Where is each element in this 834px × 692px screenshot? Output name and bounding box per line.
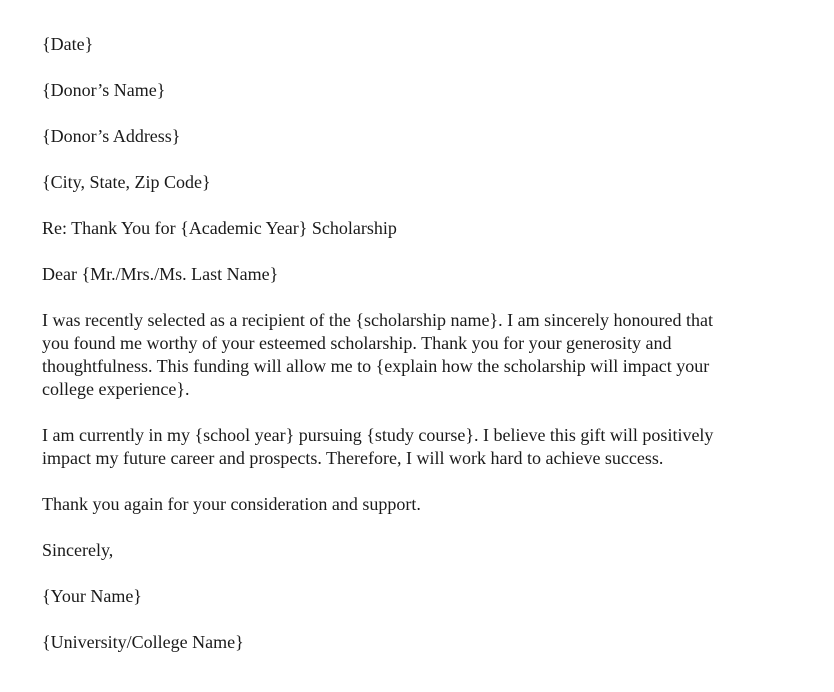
donor-address-line: {Donor’s Address} <box>42 126 181 146</box>
letter-body <box>42 33 802 677</box>
paragraph-two-line: impact my future career and prospects. Therefore, I will work hard to achieve success. <box>42 448 664 468</box>
paragraph-one-line: college experience}. <box>42 379 190 399</box>
paragraph-one-line: thoughtfulness. This funding will allow me to {explain how the scholarship will impact your <box>42 356 710 376</box>
paragraph-two <box>42 424 802 470</box>
paragraph-one <box>42 309 802 401</box>
salutation-line: Dear {Mr./Mrs./Ms. Last Name} <box>42 264 279 284</box>
paragraph-two-line: I am currently in my {school year} pursuing {study course}. I believe this gift will positively <box>42 425 714 445</box>
paragraph-three: Thank you again for your consideration and support. <box>42 494 421 514</box>
your-name-line: {Your Name} <box>42 586 142 606</box>
subject-line: Re: Thank You for {Academic Year} Scholarship <box>42 218 397 238</box>
paragraph-one-line: you found me worthy of your esteemed scholarship. Thank you for your generosity and <box>42 333 672 353</box>
institution-line: {University/College Name} <box>42 632 244 652</box>
donor-name-line: {Donor’s Name} <box>42 80 166 100</box>
date-line: {Date} <box>42 34 94 54</box>
closing-line: Sincerely, <box>42 540 114 560</box>
paragraph-one-line: I was recently selected as a recipient of the {scholarship name}. I am sincerely honoured that <box>42 310 714 330</box>
city-state-zip-line: {City, State, Zip Code} <box>42 172 211 192</box>
